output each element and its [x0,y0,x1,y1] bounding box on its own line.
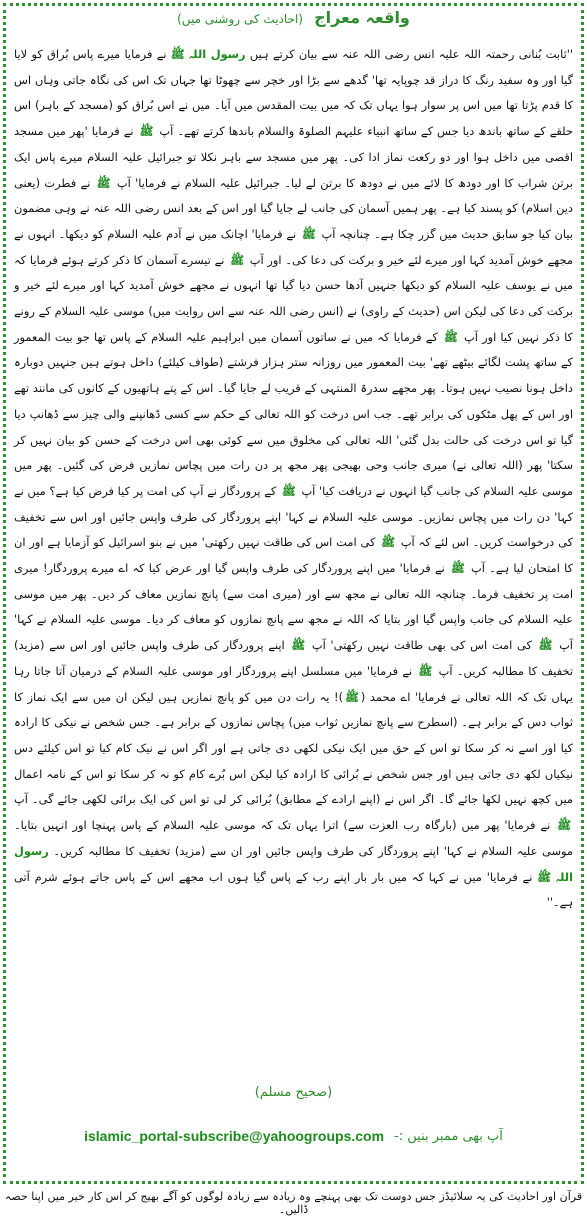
text-segment: نے تیسرے آسمان کا ذکر کرتے ہوئے فرمایا کہ میں نے یوسف علیہ السلام کو دیکھا جنہیں آدھا حسن دیا گیا تھا انہوں نے مجھے خوش آمدید کہا اور میرے لئے خیر و برکت کی دعا کی لیکن اس (حدیث کے راوی) نے (انس رضی اللہ عنہ سے اس روایت میں) موسی علیہ السلام کے رونے کا ذکر نہیں کیا اور آپ [14,252,573,344]
text-segment: کے فرمایا کہ میں نے ساتوں آسمان میں ابراہیم علیہ السلام کے پاس تھا جو بیت المعمور کے ساتھ پشت لگائے بیٹھے تھے' بیت المعمور میں روزانہ ستر ہزار فرشتے (طواف کیلئے) داخل ہوتے ہیں جنہیں دوبارہ داخل ہونا نصیب نہیں ہوتا۔ پھر مجھے سدرۃ المنتہی کے قریب لے جایا گیا۔ اس کے پتے ہاتھیوں کے کانوں کی مانند تھے اور اس کے پھل مٹکوں کی برابر تھے۔ جب اس درخت کو اللہ تعالی کے حکم سے کسی ڈھانپنے والی چیز سے ڈھانپ دیا گیا تو اس درخت کی حالت بدل گئی' اللہ تعالی کی مخلوق میں سے کوئی بھی اس درخت کے حسن کو بیان نہیں کر سکتا' پھر (اللہ تعالی نے) میری جانب وحی بھیجی پھر مجھ پر دن رات میں پچاس نمازیں فرض کی گئیں۔ پھر میں موسی علیہ السلام کی جانب گیا انہوں نے دریافت کیا' آپ [14,329,573,498]
hadith-paragraph [14,42,573,916]
text-segment: کی امت اس کی بھی طاقت نہیں رکھتی' آپ [307,638,537,653]
text-segment: اپنے پروردگار کی طرف واپس جائیں اور اس سے (مزید) تخفیف کا مطالبہ کریں۔ آپ [14,638,573,678]
subscribe-email-link[interactable]: islamic_portal-subscribe@yahoogroups.com [84,1128,385,1144]
salutation-mark: ﷺ [230,252,244,267]
text-segment: نے فرمایا میرے پاس بُراق کو لایا گیا اور وہ سفید رنگ کا دراز قد چوپایہ تھا' گدھے سے بڑا اور خچر سے چھوٹا تھا جہاں تک اس کی نگاہ جاتی وہاں اس کا قدم پڑتا تھا میں اس پر سوار ہوا یہاں تک کہ میں بیت المقدس میں آیا۔ میں نے اس بُراق کو (مسجد کے باہر) اس حلقے کے ساتھ باندھ دیا جس کے ساتھ انبیاء علیہم الصلوۃ والسلام باندھا کرتے تھے۔ آپ [14,47,573,139]
salutation-mark: ﷺ [381,535,395,550]
salutation-mark: ﷺ [538,638,553,653]
source-reference: (صحیح مسلم) [254,1085,333,1100]
salutation-mark: ﷺ [557,818,571,833]
hadith-text [14,42,573,1082]
text-segment: نے فرمایا' میں نے کہا کہ میں بار بار اپنے رب کے پاس گیا ہوں اب مجھے اس کے پاس جاتے ہوئے شرم آتی ہے۔'' [14,869,573,910]
page-subtitle: (احادیث کی روشنی میں) [177,12,303,26]
salutation-mark: ﷺ [301,226,316,241]
text-segment: ''ثابت بُنانی رحمتہ اللہ علیہ انس رضی اللہ عنہ سے بیان کرتے ہیں [245,47,573,61]
salutation-mark: ﷺ [96,175,111,190]
text-segment: نے فرمایا' میں اپنے پروردگار کی طرف واپس گیا اور عرض کیا کہ اے میرے پروردگار! میری امت پر تخفیف فرما۔ چنانچہ اللہ تعالی نے مجھ سے اور (میری امت سے) پانچ نمازیں معاف کر دیں۔ پھر میں موسی علیہ السلام کی جانب واپس گیا اور بتایا کہ اللہ نے مجھ سے پانچ نمازوں کو معاف کر دیا۔ موسی علیہ السلام نے کہا' آپ [14,561,573,653]
salutation-mark: ﷺ [444,329,458,344]
text-segment: نے فرمایا' میں مسلسل اپنے پروردگار اور موسی علیہ السلام کے درمیان آتا جاتا رہا یہاں تک کہ اللہ تعالی نے فرمایا' اے محمد ( [14,663,573,704]
salutation-mark: ﷺ [451,561,465,576]
text-segment: نے فطرت (یعنی دین اسلام) کو پسند کیا ہے۔ پھر ہمیں آسمان کی جانب لے جایا گیا اور اس کے بعد انس رضی اللہ عنہ نے وہی مضمون بیان کیا جو سابق حدیث میں گزر چکا ہے۔ چنانچہ آپ [14,175,573,241]
subscribe-row [0,1122,587,1150]
join-label: آپ بھی ممبر بنیں :- [394,1128,503,1144]
text-segment: کے پروردگار نے آپ کی امت پر کیا فرض کیا ہے؟ میں نے کہا' دن رات میں پچاس نمازیں۔ موسی علیہ السلام نے کہا' اپنے پروردگار کی طرف واپس جائیں اور اس سے تخفیف کی درخواست کریں۔ اس لئے کہ آپ [14,483,574,550]
text-segment: نے فرمایا' اچانک میں نے آدم علیہ السلام کو دیکھا۔ انہوں نے مجھے خوش آمدید کہا اور میرے لئے خیر و برکت کی دعا کی۔ اور آپ [14,226,573,267]
text-segment: نے فرمایا' پھر میں (بارگاہ رب العزت سے) اترا یہاں تک کہ موسی علیہ السلام کے پاس پہنچا اور انہیں بتایا۔ موسی علیہ السلام نے کہا' اپنے پروردگار کی طرف واپس جائیں اور ان سے (مزید) تخفیف کا مطالبہ کریں۔ [14,818,573,858]
salutation-mark: ﷺ [291,638,306,653]
text-segment: )! یہ رات دن میں کو پانچ نمازیں ہیں لیکن ان میں سے ایک نماز کا ثواب دس کے برابر ہے۔ (اسطرح سے پانچ نمازیں ثواب میں) پچاس نمازوں کے برابر ہے۔ جس شخص نے نیکی کا ارادہ کیا اور اسے نہ کر سکا تو اس کے حق میں ایک نیکی لکھی دی جاتی ہے اور اگر اس نے نیک کام کیا تو اس کیلئے دس نیکیاں لکھ دی جاتی ہیں اور جس شخص نے بُرائی کا ارادہ کیا لیکن اس بُرے کام کو نہ کر سکا تو اس کے نامہ اعمال میں کچھ نہیں لکھا جائے گا۔ اگر اس نے (اپنے ارادے کے مطابق) بُرائی کر لی تو اس کی ایک برائی لکھی جائے گی۔ آپ [14,689,573,807]
text-segment: کی امت اس کی طاقت نہیں رکھتی' میں نے بنو اسرائیل کو آزمایا ہے اور ان کا امتحان لیا ہے۔ آپ [14,535,573,576]
salutation-mark: ﷺ [282,483,296,498]
salutation-mark: ﷺ [418,663,433,678]
page-header [0,8,587,38]
salutation-mark: ﷺ [139,124,154,139]
rasool-name: رسول اللہ ﷺ [170,47,246,61]
text-segment: نے فرمایا 'پھر میں مسجد اقصی میں داخل ہوا اور دو رکعت نماز ادا کی۔ پھر میں مسجد سے باہر نکلا تو جبرائیل علیہ السلام میرے پاس ایک برتن شراب کا اور دودھ کا لائے میں نے دودھ کا برتن لے لیا۔ جبرائیل علیہ السلام نے فرمایا' آپ [14,124,574,190]
salutation-mark: ﷺ [345,689,359,704]
rasool-name: رسول اللہ ﷺ [14,843,573,884]
footer-note: قرآن اور احادیث کی یہ سلائیڈز جس دوست تک بھی پہنچے وہ زیادہ سے زیادہ لوگوں کو آگے بھیج کر اس کار خیر میں اپنا حصہ ڈالیں۔ [4,1190,583,1216]
page-title: واقعہ معراج [314,8,410,27]
